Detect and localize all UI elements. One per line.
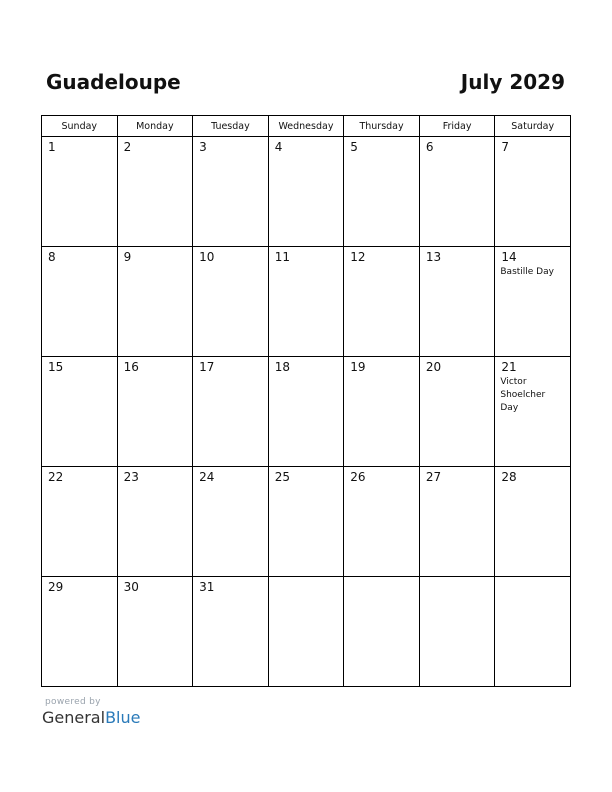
holiday-label: Bastille Day [500,267,554,277]
day-cell [117,577,193,687]
day-cell [344,467,420,577]
day-cell [268,247,344,357]
day-cell [495,357,571,467]
week-row [42,577,571,687]
day-cell [193,357,269,467]
day-cell [419,137,495,247]
country-title: Guadeloupe [46,70,181,94]
day-cell [344,247,420,357]
week-row [42,357,571,467]
day-cell [344,357,420,467]
day-number: 26 [350,470,366,484]
week-row [42,467,571,577]
day-cell [193,467,269,577]
brand-logo [42,708,140,727]
day-number: 6 [425,140,434,154]
day-number: 11 [274,250,290,264]
day-cell [419,357,495,467]
day-number: 18 [274,360,290,374]
day-cell [42,137,118,247]
day-number: 3 [199,140,207,154]
brand-name-part1: General [42,708,106,727]
weekday-header-row [42,116,571,137]
month-title: July 2029 [460,70,565,94]
day-number: 13 [425,250,442,264]
day-cell [42,577,118,687]
weekday-thursday: Thursday [344,116,420,137]
day-cell [495,247,571,357]
weekday-saturday: Saturday [495,116,571,137]
day-cell [419,247,495,357]
day-cell [495,137,571,247]
day-cell [268,357,344,467]
day-cell [193,577,269,687]
day-number: 2 [123,140,132,154]
day-cell [117,137,193,247]
day-number [420,577,495,580]
holiday-label: Victor Shoelcher Day [500,377,546,413]
day-number: 23 [123,470,139,484]
day-number: 20 [425,360,442,374]
brand-name-part2: Blue [105,708,141,727]
day-number: 1 [48,140,56,154]
day-number: 30 [123,580,139,594]
day-cell [344,577,420,687]
day-number: 22 [48,470,64,484]
week-row [42,137,571,247]
day-cell [268,467,344,577]
day-cell [495,577,571,687]
day-cell [193,247,269,357]
weekday-friday: Friday [419,116,495,137]
day-number: 7 [501,140,510,154]
day-cell [117,247,193,357]
day-number: 15 [48,360,64,374]
day-number: 24 [199,470,215,484]
day-cell [419,467,495,577]
day-number: 25 [274,470,290,484]
day-number: 19 [350,360,366,374]
week-row [42,247,571,357]
day-cell [495,467,571,577]
weekday-tuesday: Tuesday [193,116,269,137]
day-number: 10 [199,250,215,264]
day-number: 21 [501,360,517,374]
day-cell [117,357,193,467]
calendar-grid [41,115,571,687]
day-number: 28 [501,470,517,484]
day-cell [268,577,344,687]
day-number: 17 [199,360,215,374]
day-cell [42,357,118,467]
day-cell [42,467,118,577]
day-number: 27 [425,470,442,484]
day-cell [193,137,269,247]
day-cell [117,467,193,577]
day-cell [268,137,344,247]
day-number: 5 [350,140,358,154]
day-number: 12 [350,250,366,264]
day-number [495,577,570,580]
day-number: 8 [48,250,56,264]
weekday-sunday: Sunday [42,116,118,137]
day-number [269,577,344,580]
weekday-wednesday: Wednesday [268,116,344,137]
day-number: 14 [501,250,517,264]
day-number: 16 [123,360,139,374]
day-cell [42,247,118,357]
day-number: 31 [199,580,215,594]
day-number: 4 [274,140,283,154]
day-cell [419,577,495,687]
day-cell [344,137,420,247]
day-number [344,577,419,580]
weekday-monday: Monday [117,116,193,137]
day-number: 29 [48,580,64,594]
powered-by-label: powered by [45,697,101,707]
day-number: 9 [123,250,132,264]
